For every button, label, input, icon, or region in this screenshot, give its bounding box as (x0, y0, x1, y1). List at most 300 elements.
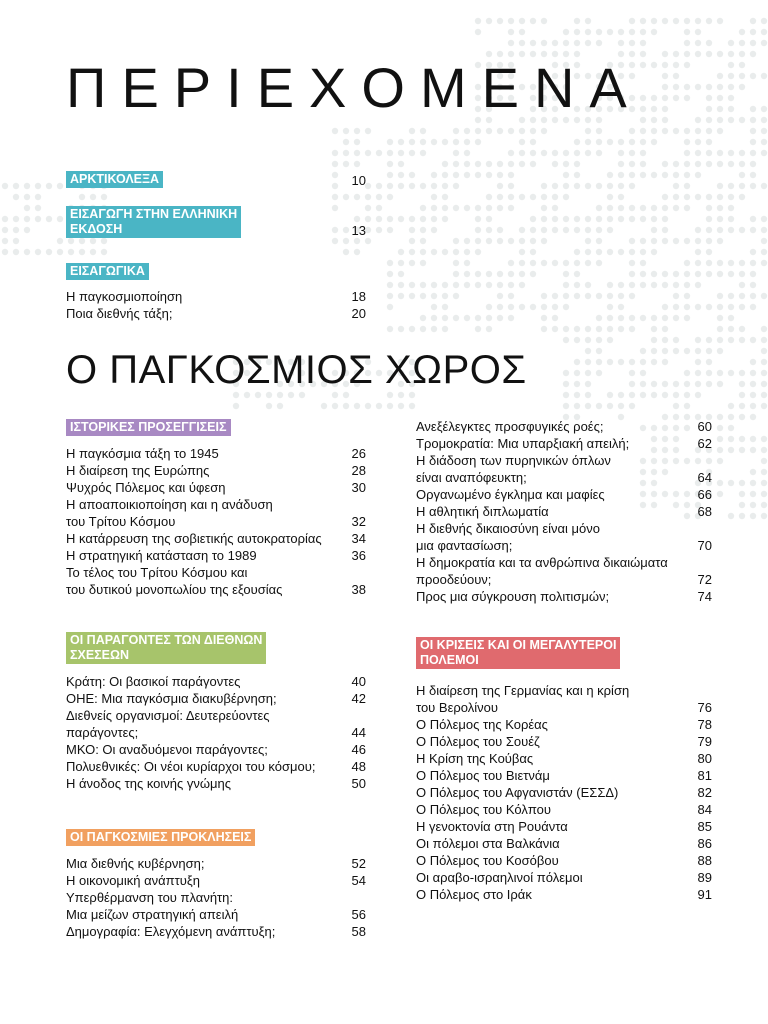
map-dot (585, 29, 591, 35)
page-number: 34 (351, 531, 366, 546)
map-dot (728, 480, 734, 486)
map-dot (706, 128, 712, 134)
map-dot (640, 271, 646, 277)
map-dot (398, 326, 404, 332)
map-dot (552, 326, 558, 332)
toc-entry[interactable] (416, 554, 712, 588)
map-dot (739, 502, 745, 508)
map-dot (728, 106, 734, 112)
map-dot (420, 326, 426, 332)
map-dot (420, 150, 426, 156)
toc-entry[interactable] (416, 452, 712, 486)
map-dot (585, 293, 591, 299)
page-number: 60 (697, 419, 712, 434)
map-dot (750, 447, 756, 453)
map-dot (387, 304, 393, 310)
page-number: 85 (697, 819, 712, 834)
map-dot (651, 62, 657, 68)
map-dot (552, 315, 558, 321)
toc-entry[interactable] (66, 564, 366, 598)
map-dot (618, 139, 624, 145)
map-dot (574, 29, 580, 35)
map-dot (431, 216, 437, 222)
map-dot (574, 392, 580, 398)
page-number: 81 (697, 768, 712, 783)
map-dot (13, 227, 19, 233)
map-dot (596, 139, 602, 145)
map-dot (519, 194, 525, 200)
map-dot (574, 282, 580, 288)
map-dot (475, 29, 481, 35)
map-dot (486, 282, 492, 288)
map-dot (508, 18, 514, 24)
map-dot (739, 447, 745, 453)
map-dot (761, 491, 767, 497)
map-dot (420, 293, 426, 299)
map-dot (728, 62, 734, 68)
entry-title: Η άνοδος της κοινής γνώμης (66, 776, 232, 791)
toc-entry[interactable] (416, 486, 712, 503)
map-dot (475, 18, 481, 24)
map-dot (750, 414, 756, 420)
map-dot (508, 260, 514, 266)
toc-entry[interactable] (416, 588, 712, 605)
map-dot (761, 469, 767, 475)
map-dot (442, 315, 448, 321)
map-dot (651, 95, 657, 101)
map-dot (728, 194, 734, 200)
map-dot (684, 150, 690, 156)
map-dot (596, 315, 602, 321)
map-dot (574, 381, 580, 387)
map-dot (651, 359, 657, 365)
toc-entry[interactable] (66, 758, 366, 775)
map-dot (761, 370, 767, 376)
map-dot (574, 271, 580, 277)
map-dot (519, 150, 525, 156)
map-dot (717, 447, 723, 453)
map-dot (68, 249, 74, 255)
label-line: ΙΣΤΟΡΙΚΕΣ ΠΡΟΣΕΓΓΙΣΕΙΣ (70, 420, 227, 434)
map-dot (739, 150, 745, 156)
entry-title: Η παγκοσμιοποίηση (66, 289, 183, 304)
entry-title: Μια μείζων στρατηγική απειλή (66, 907, 239, 922)
toc-entry[interactable] (416, 818, 712, 835)
map-dot (640, 238, 646, 244)
map-dot (728, 370, 734, 376)
map-dot (596, 337, 602, 343)
map-dot (596, 403, 602, 409)
challenges-entries (66, 855, 366, 940)
map-dot (662, 216, 668, 222)
map-dot (662, 359, 668, 365)
map-dot (651, 337, 657, 343)
map-dot (761, 29, 767, 35)
map-dot (739, 172, 745, 178)
map-dot (739, 491, 745, 497)
map-dot (629, 282, 635, 288)
map-dot (409, 392, 415, 398)
toc-entry[interactable] (416, 767, 712, 784)
toc-entry[interactable] (66, 707, 366, 741)
map-dot (453, 282, 459, 288)
map-dot (563, 260, 569, 266)
map-dot (651, 216, 657, 222)
map-dot (717, 18, 723, 24)
map-dot (739, 392, 745, 398)
toc-entry[interactable] (66, 673, 366, 690)
map-dot (640, 359, 646, 365)
map-dot (673, 161, 679, 167)
toc-entry[interactable] (416, 503, 712, 520)
map-dot (695, 84, 701, 90)
map-dot (618, 194, 624, 200)
map-dot (673, 51, 679, 57)
map-dot (761, 447, 767, 453)
toc-entry[interactable] (66, 530, 366, 547)
map-dot (706, 117, 712, 123)
map-dot (728, 73, 734, 79)
toc-entry[interactable] (66, 288, 366, 305)
map-dot (574, 183, 580, 189)
map-dot (739, 161, 745, 167)
toc-entry[interactable] (416, 784, 712, 801)
map-dot (717, 216, 723, 222)
map-dot (618, 172, 624, 178)
map-dot (585, 260, 591, 266)
map-dot (486, 304, 492, 310)
map-dot (519, 304, 525, 310)
map-dot (618, 293, 624, 299)
map-dot (387, 403, 393, 409)
map-dot (464, 271, 470, 277)
map-dot (706, 95, 712, 101)
toc-entry[interactable] (66, 741, 366, 758)
map-dot (464, 282, 470, 288)
map-dot (618, 282, 624, 288)
map-dot (618, 315, 624, 321)
map-dot (376, 403, 382, 409)
map-dot (453, 172, 459, 178)
map-dot (607, 326, 613, 332)
map-dot (673, 95, 679, 101)
map-dot (354, 161, 360, 167)
map-dot (739, 414, 745, 420)
map-dot (13, 216, 19, 222)
page-number: 82 (697, 785, 712, 800)
toc-entry[interactable] (66, 923, 366, 940)
map-dot (530, 139, 536, 145)
map-dot (486, 315, 492, 321)
map-dot (585, 282, 591, 288)
map-dot (717, 73, 723, 79)
page-number: 79 (697, 734, 712, 749)
map-dot (519, 139, 525, 145)
crises-entries (416, 682, 712, 903)
map-dot (607, 403, 613, 409)
toc-entry[interactable] (416, 520, 712, 554)
map-dot (629, 249, 635, 255)
map-dot (13, 249, 19, 255)
map-dot (475, 205, 481, 211)
map-dot (750, 392, 756, 398)
map-dot (750, 359, 756, 365)
toc-entry[interactable] (66, 496, 366, 530)
toc-entry[interactable] (416, 716, 712, 733)
map-dot (651, 348, 657, 354)
map-dot (574, 18, 580, 24)
map-dot (464, 161, 470, 167)
map-dot (662, 194, 668, 200)
map-dot (717, 95, 723, 101)
map-dot (585, 370, 591, 376)
map-dot (508, 172, 514, 178)
map-dot (46, 183, 52, 189)
entry-title: παράγοντες; (66, 725, 139, 740)
map-dot (398, 282, 404, 288)
map-dot (717, 480, 723, 486)
toc-entry[interactable] (416, 418, 712, 435)
map-dot (420, 128, 426, 134)
toc-actors (66, 632, 366, 792)
toc-entry[interactable] (416, 835, 712, 852)
map-dot (684, 29, 690, 35)
map-dot (13, 194, 19, 200)
toc-entry[interactable] (416, 733, 712, 750)
page-number: 88 (697, 853, 712, 868)
map-dot (662, 326, 668, 332)
map-dot (574, 40, 580, 46)
map-dot (618, 216, 624, 222)
page-number: 44 (351, 725, 366, 740)
map-dot (629, 271, 635, 277)
map-dot (453, 205, 459, 211)
toc-entry[interactable] (66, 547, 366, 564)
map-dot (695, 348, 701, 354)
map-dot (717, 161, 723, 167)
map-dot (618, 392, 624, 398)
map-dot (717, 436, 723, 442)
map-dot (420, 260, 426, 266)
page-number: 18 (351, 289, 366, 304)
toc-entry[interactable] (66, 445, 366, 462)
map-dot (706, 381, 712, 387)
toc-entry[interactable] (416, 435, 712, 452)
map-dot (563, 150, 569, 156)
map-dot (409, 282, 415, 288)
map-dot (596, 227, 602, 233)
map-dot (376, 150, 382, 156)
map-dot (640, 150, 646, 156)
map-dot (695, 282, 701, 288)
map-dot (519, 29, 525, 35)
map-dot (750, 128, 756, 134)
map-dot (475, 216, 481, 222)
map-dot (552, 183, 558, 189)
map-dot (585, 40, 591, 46)
entry-title: Τρομοκρατία: Μια υπαρξιακή απειλή; (416, 436, 630, 451)
map-dot (640, 249, 646, 255)
toc-entry[interactable] (66, 855, 366, 872)
map-dot (365, 403, 371, 409)
entry-title: Η διαίρεση της Γερμανίας και η κρίση (416, 683, 630, 698)
entry-title: Ψυχρός Πόλεμος και ύφεση (66, 480, 226, 495)
map-dot (695, 172, 701, 178)
toc-entry[interactable] (66, 305, 366, 322)
map-dot (673, 73, 679, 79)
map-dot (761, 117, 767, 123)
label-line: ΟΙ ΚΡΙΣΕΙΣ ΚΑΙ ΟΙ ΜΕΓΑΛΥΤΕΡΟΙ (420, 638, 617, 652)
map-dot (453, 249, 459, 255)
toc-entry[interactable] (66, 775, 366, 792)
map-dot (728, 403, 734, 409)
entry-title: Μια διεθνής κυβέρνηση; (66, 856, 205, 871)
map-dot (739, 403, 745, 409)
page-title: ΠΕΡΙΕΧΟΜΕΝΑ (66, 56, 642, 119)
map-dot (398, 139, 404, 145)
map-dot (684, 293, 690, 299)
label-crises (416, 637, 620, 669)
map-dot (684, 172, 690, 178)
map-dot (750, 139, 756, 145)
page-number: 56 (351, 907, 366, 922)
map-dot (684, 403, 690, 409)
map-dot (508, 282, 514, 288)
map-dot (398, 293, 404, 299)
map-dot (596, 370, 602, 376)
map-dot (563, 293, 569, 299)
map-dot (717, 128, 723, 134)
map-dot (409, 172, 415, 178)
page-number: 54 (351, 873, 366, 888)
toc-entry[interactable] (416, 852, 712, 869)
map-dot (530, 40, 536, 46)
section-title: Ο ΠΑΓΚΟΣΜΙΟΣ ΧΩΡΟΣ (66, 348, 527, 392)
map-dot (662, 161, 668, 167)
map-dot (739, 271, 745, 277)
map-dot (398, 403, 404, 409)
entry-title: Το τέλος του Τρίτου Κόσμου και (66, 565, 248, 580)
map-dot (475, 161, 481, 167)
toc-intro (66, 262, 366, 322)
map-dot (761, 458, 767, 464)
map-dot (695, 139, 701, 145)
map-dot (739, 73, 745, 79)
map-dot (739, 326, 745, 332)
map-dot (651, 172, 657, 178)
map-dot (431, 139, 437, 145)
map-dot (640, 315, 646, 321)
map-dot (596, 216, 602, 222)
map-dot (475, 227, 481, 233)
map-dot (475, 128, 481, 134)
toc-entry[interactable] (416, 682, 712, 716)
map-dot (332, 403, 338, 409)
map-dot (629, 359, 635, 365)
map-dot (739, 40, 745, 46)
map-dot (497, 271, 503, 277)
map-dot (662, 73, 668, 79)
map-dot (739, 293, 745, 299)
map-dot (728, 436, 734, 442)
page-number: 30 (351, 480, 366, 495)
map-dot (596, 238, 602, 244)
toc-entry[interactable] (416, 801, 712, 818)
toc-entry[interactable] (416, 750, 712, 767)
map-dot (420, 249, 426, 255)
map-dot (530, 304, 536, 310)
map-dot (530, 18, 536, 24)
map-dot (629, 260, 635, 266)
entry-title: Οργανωμένο έγκλημα και μαφίες (416, 487, 605, 502)
map-dot (662, 84, 668, 90)
page-number: 36 (351, 548, 366, 563)
entry-title: Η παγκόσμια τάξη το 1945 (66, 446, 219, 461)
map-dot (530, 150, 536, 156)
map-dot (673, 293, 679, 299)
map-dot (552, 161, 558, 167)
map-dot (365, 150, 371, 156)
map-dot (662, 315, 668, 321)
map-dot (420, 315, 426, 321)
map-dot (695, 359, 701, 365)
map-dot (717, 414, 723, 420)
map-dot (750, 271, 756, 277)
map-dot (409, 150, 415, 156)
toc-entry[interactable] (66, 889, 366, 923)
map-dot (453, 238, 459, 244)
map-dot (750, 150, 756, 156)
map-dot (695, 304, 701, 310)
entry-title: μια φαντασίωση; (416, 538, 513, 553)
toc-entry[interactable] (416, 869, 712, 886)
page-number: 89 (697, 870, 712, 885)
map-dot (475, 172, 481, 178)
map-dot (607, 337, 613, 343)
map-dot (398, 161, 404, 167)
toc-entry[interactable] (66, 479, 366, 496)
map-dot (750, 403, 756, 409)
toc-entry[interactable] (66, 462, 366, 479)
map-dot (354, 403, 360, 409)
map-dot (57, 183, 63, 189)
map-dot (684, 381, 690, 387)
map-dot (706, 150, 712, 156)
map-dot (662, 128, 668, 134)
toc-entry[interactable] (416, 886, 712, 903)
toc-entry[interactable] (66, 690, 366, 707)
map-dot (585, 238, 591, 244)
toc-challenges-continued (416, 418, 712, 605)
label-actors (66, 632, 266, 664)
map-dot (387, 194, 393, 200)
map-dot (90, 194, 96, 200)
map-dot (717, 271, 723, 277)
map-dot (739, 194, 745, 200)
entry-title: προοδεύουν; (416, 572, 492, 587)
map-dot (398, 216, 404, 222)
map-dot (728, 227, 734, 233)
map-dot (343, 403, 349, 409)
map-dot (761, 436, 767, 442)
map-dot (431, 293, 437, 299)
toc-entry[interactable] (66, 872, 366, 889)
entry-title: ΟΗΕ: Μια παγκόσμια διακυβέρνηση; (66, 691, 277, 706)
map-dot (541, 304, 547, 310)
map-dot (706, 106, 712, 112)
map-dot (629, 293, 635, 299)
map-dot (607, 227, 613, 233)
